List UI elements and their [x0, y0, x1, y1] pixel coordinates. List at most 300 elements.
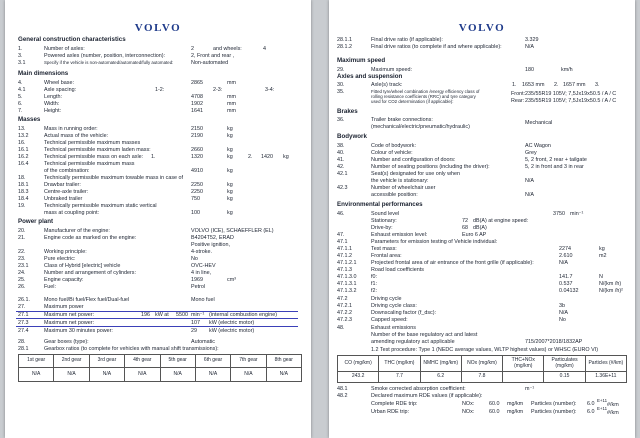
- row-label: Technical permissible mass on each axle:: [44, 154, 144, 160]
- row-value: 0.04132: [559, 288, 579, 294]
- row-num: 26.1.: [18, 297, 30, 303]
- section-axles: Axles and suspension: [337, 73, 403, 80]
- row-value: 72: [462, 218, 468, 224]
- row-unit: kg: [227, 210, 233, 216]
- row-note: (internal combustion engine): [209, 312, 278, 318]
- row-unit: kW (electric motor): [209, 328, 255, 334]
- row-label: Mass in running order:: [44, 126, 98, 132]
- row-unit: m⁻¹: [525, 386, 535, 392]
- emission-header: NOx (mg/km): [461, 356, 502, 372]
- row-value: 4-stroke.: [191, 249, 212, 255]
- nox-label: NOx:: [462, 409, 475, 415]
- row-num: 47.: [337, 232, 345, 238]
- section-general: General construction characteristics: [18, 36, 126, 43]
- coc-page-left: [5, 0, 311, 438]
- row-num: 25.: [18, 277, 26, 283]
- row-value: Positive ignition,: [191, 242, 230, 248]
- highlight-underline: [16, 326, 298, 327]
- row-num: 38.: [337, 143, 345, 149]
- row-value: 100: [191, 210, 200, 216]
- row-value: 141.7: [559, 274, 573, 280]
- emission-header: CO (mg/km): [338, 356, 379, 372]
- gear-header: 6th gear: [195, 355, 230, 368]
- row-num: 21.: [18, 235, 26, 241]
- row-label: Number of the base regulatory act and latest: [371, 332, 478, 338]
- row-num: 13.2: [18, 133, 29, 139]
- row-unit: kW (electric motor): [209, 320, 255, 326]
- row-value: 180: [525, 67, 534, 73]
- row-unit: kg: [227, 133, 233, 139]
- row-label: 1.2 Test procedure: Type 1 (NEDC average values, WLTP highest values) or WHSC (EURO VI): [371, 347, 598, 353]
- row-label: Maximum speed:: [371, 67, 413, 73]
- row-unit: mm: [227, 80, 236, 86]
- row-num: 28.: [18, 339, 26, 345]
- row-num: 42.: [337, 164, 345, 170]
- emission-header: NMHC (mg/km): [420, 356, 461, 372]
- emission-value: 6.2: [420, 372, 461, 383]
- row-num: 3.: [18, 53, 23, 59]
- gear-value: N/A: [19, 368, 54, 382]
- gear-value: N/A: [266, 368, 301, 382]
- row-num: 47.1.2: [337, 253, 352, 259]
- emission-value: 7.8: [461, 372, 502, 383]
- row-label: Parameters for emission testing of Vehicle individual:: [371, 239, 498, 245]
- row-label: Driving cycle class:: [371, 303, 417, 309]
- row-unit: N: [599, 274, 603, 280]
- row-value: No: [559, 317, 566, 323]
- row-label: Downscaling factor (f_dsc):: [371, 310, 437, 316]
- row-value: B4204T52, ERAD: [191, 235, 234, 241]
- row-value: 60.0: [489, 409, 500, 415]
- row-value: VOLVO (ICE), SCHAEFFLER (EL): [191, 228, 274, 234]
- row-num: 41.: [337, 157, 345, 163]
- row-value: 1-2:: [155, 87, 165, 93]
- rpm-unit: min⁻¹: [191, 312, 205, 318]
- row-num: 48.2: [337, 393, 348, 399]
- row-num: 47.2.1: [337, 303, 352, 309]
- volvo-logo: VOLVO: [458, 22, 506, 34]
- row-num: 28.1.2: [337, 44, 352, 50]
- row-num: 47.1.2.1: [337, 260, 357, 266]
- rpm-value: 5500: [176, 312, 188, 318]
- row-value: Non-automated: [191, 60, 229, 66]
- row-unit: m2: [599, 253, 607, 259]
- row-label: f2:: [371, 288, 377, 294]
- row-num: 47.1: [337, 239, 348, 245]
- row-label: Capped speed:: [371, 317, 408, 323]
- particles-exponent: E+11: [597, 406, 608, 411]
- gear-value: N/A: [89, 368, 124, 382]
- row-value: AC Wagon: [525, 143, 551, 149]
- emission-header: THC+NOx (mg/km): [503, 356, 544, 372]
- row-num: 30.: [337, 82, 345, 88]
- particles-value: 6.0: [587, 409, 595, 415]
- particles-unit: #/km: [607, 402, 619, 408]
- row-unit: dB(A): [473, 225, 487, 231]
- row-num: 18.1: [18, 182, 29, 188]
- row-num: 47.1.3: [337, 267, 352, 273]
- row-unit: mm: [227, 94, 236, 100]
- row-num: 47.1.3.1: [337, 281, 357, 287]
- particles-exponent: E+11: [597, 398, 608, 403]
- row-num: 47.1.3.2: [337, 288, 357, 294]
- row-label: Technical permissible maximum laden mass:: [44, 147, 151, 153]
- row-value: 2274: [559, 246, 571, 252]
- row-label: used for CO2 determination (if applicable):: [371, 99, 454, 104]
- row-value: 68: [462, 225, 468, 231]
- row-value: 29: [191, 328, 197, 334]
- row-label: f1:: [371, 281, 377, 287]
- row-label: mass at coupling point:: [44, 210, 100, 216]
- row-label: Fuel:: [44, 284, 56, 290]
- section-environment: Environmental performances: [337, 201, 423, 208]
- row-num: 35.: [337, 89, 345, 95]
- row-extra-value: 4: [263, 46, 266, 52]
- row-num: 42.1: [337, 171, 348, 177]
- row-label: Gear boxes (type):: [44, 339, 89, 345]
- row-num: 18.3: [18, 189, 29, 195]
- row-value: 1653 mm: [522, 82, 545, 88]
- row-label: Working principle:: [44, 249, 87, 255]
- row-value: Euro 6 AP: [462, 232, 487, 238]
- section-masses: Masses: [18, 116, 41, 123]
- row-num: 48.1: [337, 386, 348, 392]
- row-num: 4.1: [18, 87, 26, 93]
- row-num: 28.1.1: [337, 37, 352, 43]
- row-extra: and wheels:: [213, 46, 242, 52]
- gear-value: N/A: [54, 368, 89, 382]
- row-label: Actual mass of the vehicle:: [44, 133, 109, 139]
- row-value: 0.537: [559, 281, 573, 287]
- row-value: 1420: [261, 154, 273, 160]
- row-num: 47.2.3: [337, 317, 352, 323]
- row-label: Maximum power: [44, 304, 84, 310]
- row-label: Number and arrangement of cylinders:: [44, 270, 136, 276]
- axle-label: 3.: [595, 82, 600, 88]
- emission-header: THC (mg/km): [379, 356, 420, 372]
- row-num: 42.3: [337, 185, 348, 191]
- row-value: 2.610: [559, 253, 573, 259]
- row-value: 1641: [191, 108, 203, 114]
- axle-label: 2.: [554, 82, 559, 88]
- row-num: 48.: [337, 325, 345, 331]
- row-num: 13.: [18, 126, 26, 132]
- row-unit: N/(km /h): [599, 281, 622, 287]
- row-label: Number of wheelchair user: [371, 185, 436, 191]
- row-value: Mechanical: [525, 120, 553, 126]
- row-label: Maximum 30 minutes power:: [44, 328, 113, 334]
- row-unit: kg: [227, 147, 233, 153]
- row-label: Driving cycle: [371, 296, 402, 302]
- row-value: N/A: [525, 178, 534, 184]
- row-num: 23.1: [18, 263, 29, 269]
- row-num: 27.4: [18, 328, 29, 334]
- row-label: Axle spacing:: [44, 87, 77, 93]
- row-unit: mm: [227, 108, 236, 114]
- gear-header: 8th gear: [266, 355, 301, 368]
- row-unit: kg: [227, 154, 233, 160]
- row-value: 3-4:: [265, 87, 275, 93]
- row-num: 4.: [18, 80, 23, 86]
- row-label: Exhaust emission level:: [371, 232, 428, 238]
- axle-label: 1.: [151, 154, 156, 160]
- row-num: 27.1: [18, 312, 29, 318]
- emission-value: [503, 372, 544, 383]
- emission-header: Particles (#/km): [585, 356, 626, 372]
- row-label: Maximum net power:: [44, 320, 95, 326]
- row-unit: cm³: [227, 277, 236, 283]
- row-num: 27.3: [18, 320, 29, 326]
- row-label: Engine capacity:: [44, 277, 84, 283]
- emission-header: Particulates (mg/km): [544, 356, 585, 372]
- row-label: Urban RDE trip:: [371, 409, 410, 415]
- row-value: N/A: [525, 192, 534, 198]
- row-label: Smoke corrected absorption coefficient:: [371, 386, 466, 392]
- row-unit: kg: [599, 246, 605, 252]
- row-unit: mm: [227, 101, 236, 107]
- row-label: Frontal area:: [371, 253, 402, 259]
- row-value: 5, 2 in front and 3 in rear: [525, 164, 584, 170]
- row-value: 4708: [191, 94, 203, 100]
- row-label: Class of Hybrid [electric] vehicle: [44, 263, 121, 269]
- row-label: the vehicle is stationary:: [371, 178, 429, 184]
- row-label: Number of seating positions (including the driver):: [371, 164, 490, 170]
- row-label: of the combination:: [44, 168, 90, 174]
- row-label: Stationary:: [371, 218, 397, 224]
- row-value: 2: [191, 46, 194, 52]
- gear-ratio-table: [18, 354, 302, 382]
- row-num: 18.4: [18, 196, 29, 202]
- table-row: [338, 372, 627, 383]
- row-value: N/A: [559, 260, 568, 266]
- row-label: Height:: [44, 108, 62, 114]
- row-label: Technically permissible maximum towable mass in case of: [44, 175, 184, 181]
- emission-value: 1.36E+11: [585, 372, 626, 383]
- gear-value: N/A: [195, 368, 230, 382]
- gear-header: 5th gear: [160, 355, 195, 368]
- row-value: N/A: [525, 44, 534, 50]
- row-label: Technical permissible maximum mass: [44, 161, 135, 167]
- row-num: 47.2: [337, 296, 348, 302]
- row-label: amending regulatory act applicable: [371, 339, 455, 345]
- row-num: 22.: [18, 249, 26, 255]
- row-value: N/A: [559, 310, 568, 316]
- rpm-value: 3750: [553, 211, 565, 217]
- row-value: 2190: [191, 133, 203, 139]
- gear-header: 3rd gear: [89, 355, 124, 368]
- row-value: 1320: [191, 154, 203, 160]
- gear-header: 2nd gear: [54, 355, 89, 368]
- row-value: 2, Front and rear ,: [191, 53, 235, 59]
- row-unit: N/(km /h)²: [599, 288, 623, 294]
- row-label: Width:: [44, 101, 60, 107]
- row-label: Sound level: [371, 211, 400, 217]
- row-num: 16.1: [18, 147, 29, 153]
- row-value: 2250: [191, 182, 203, 188]
- row-value: 235/55R19 105V; 7,5Jx19x50.5 / A / C: [525, 91, 617, 97]
- row-num: 27.: [18, 304, 26, 310]
- row-num: 19.: [18, 203, 26, 209]
- row-label: Declared maximum RDE values (if applicable):: [371, 393, 483, 399]
- row-value: Grey: [525, 150, 537, 156]
- row-label: f0:: [371, 274, 377, 280]
- row-value: Mono fuel: [191, 297, 215, 303]
- row-label: Drawbar trailer:: [44, 182, 81, 188]
- row-num: 23.: [18, 256, 26, 262]
- row-label: Powered axles (number, position, interconnection):: [44, 53, 166, 59]
- axle-label: 2.: [248, 154, 253, 160]
- row-label: Specify if the vehicle is non-automated/automated/fully automated:: [44, 60, 174, 65]
- row-label: Seat(s) designated for use only when: [371, 171, 460, 177]
- row-value: 2-3:: [213, 87, 223, 93]
- row-label: Length:: [44, 94, 62, 100]
- row-label: Complete RDE trip:: [371, 401, 418, 407]
- row-unit: dB(A) at engine speed:: [473, 218, 529, 224]
- particles-value: 6.0: [587, 401, 595, 407]
- section-brakes: Brakes: [337, 108, 358, 115]
- highlight-underline: [16, 318, 298, 319]
- row-label: Mono fuel/Bi fuel/Flex fuel/Dual-fuel: [44, 297, 130, 303]
- rpm-unit: min⁻¹: [570, 211, 584, 217]
- row-num: 1.: [18, 46, 23, 52]
- row-label: Code of bodywork:: [371, 143, 416, 149]
- emissions-table: [337, 355, 627, 383]
- row-label: Exhaust emissions: [371, 325, 416, 331]
- gear-value: N/A: [125, 368, 160, 382]
- section-dimensions: Main dimensions: [18, 70, 69, 77]
- row-num: 20.: [18, 228, 26, 234]
- particles-unit: #/km: [607, 410, 619, 416]
- row-unit: kg: [227, 182, 233, 188]
- row-value: 1657 mm: [563, 82, 586, 88]
- row-value: No: [191, 256, 198, 262]
- row-num: 16.: [18, 140, 26, 146]
- row-label: Technically permissible maximum static vertical: [44, 203, 157, 209]
- row-num: 5.: [18, 94, 23, 100]
- emission-value: 0.15: [544, 372, 585, 383]
- row-num: 40.: [337, 150, 345, 156]
- row-label: Road load coefficients: [371, 267, 424, 273]
- row-value: 107: [191, 320, 200, 326]
- row-label: rolling resistance coefficients (RRC) and tyre category: [371, 94, 476, 99]
- row-num: 46.: [337, 211, 345, 217]
- row-unit: kg: [283, 154, 289, 160]
- row-label: Colour of vehicle:: [371, 150, 413, 156]
- table-header-row: [338, 356, 627, 372]
- row-num: 29.: [337, 67, 345, 73]
- row-value: 5, 2 front, 2 rear + tailgate: [525, 157, 587, 163]
- row-value: 750: [191, 196, 200, 202]
- row-label: (mechanical/electric/pneumatic/hydraulic): [371, 124, 470, 130]
- row-unit: km/h: [561, 67, 573, 73]
- row-unit: mg/km: [507, 409, 524, 415]
- table-header-row: [19, 355, 302, 368]
- row-label: Axle(s) track:: [371, 82, 403, 88]
- row-label: Projected frontal area of air entrance of the front grille (if applicable):: [371, 260, 534, 266]
- row-label: Fitted tyre/wheel combination /energy efficiency class of: [371, 89, 480, 94]
- row-value: 715/2007*2018/1832AP: [525, 339, 583, 345]
- tyre-label-front: Front:: [511, 91, 526, 97]
- row-label: Unbraked trailer: [44, 196, 83, 202]
- row-label: Manufacturer of the engine:: [44, 228, 110, 234]
- gear-header: 7th gear: [231, 355, 266, 368]
- row-unit: kg: [227, 189, 233, 195]
- row-num: 47.1.1: [337, 246, 352, 252]
- row-label: Maximum net power:: [44, 312, 95, 318]
- row-label: Engine code as marked on the engine:: [44, 235, 137, 241]
- row-value: 1902: [191, 101, 203, 107]
- gear-value: N/A: [160, 368, 195, 382]
- particles-label: Particles (number):: [531, 409, 577, 415]
- row-unit: kg: [227, 126, 233, 132]
- row-label: Test mass:: [371, 246, 397, 252]
- tyre-label-rear: Rear:: [511, 98, 525, 104]
- row-value: 3.329: [525, 37, 539, 43]
- row-label: Final drive ratio (if applicable):: [371, 37, 443, 43]
- row-label: Wheel base:: [44, 80, 74, 86]
- row-num: 24.: [18, 270, 26, 276]
- section-power-plant: Power plant: [18, 218, 54, 225]
- row-num: 16.4: [18, 161, 29, 167]
- row-label: Technical permissible maximum masses: [44, 140, 141, 146]
- emission-value: 7.7: [379, 372, 420, 383]
- row-value: 2660: [191, 147, 203, 153]
- section-max-speed: Maximum speed: [337, 57, 386, 64]
- row-unit: kW at: [155, 312, 169, 318]
- row-label: Trailer brake connections:: [371, 117, 433, 123]
- row-num: 26.: [18, 284, 26, 290]
- row-num: 3.1: [18, 60, 26, 66]
- row-num: 18.: [18, 175, 26, 181]
- emission-value: 243.2: [338, 372, 379, 383]
- row-label: Final drive ratios (to complete if and where applicable):: [371, 44, 502, 50]
- section-bodywork: Bodywork: [337, 133, 367, 140]
- row-label: Number and configuration of doors:: [371, 157, 456, 163]
- row-num: 16.2: [18, 154, 29, 160]
- row-label: Centre-axle trailer:: [44, 189, 89, 195]
- volvo-logo: VOLVO: [134, 22, 182, 34]
- row-unit: kg: [227, 168, 233, 174]
- coc-page-right: [329, 0, 635, 438]
- row-value: OVC-HEV: [191, 263, 216, 269]
- row-label: accessible position:: [371, 192, 418, 198]
- row-label: Gearbox ratios (to complete for vehicles with manual shift transmissions):: [44, 346, 219, 352]
- row-value: 4 in line,: [191, 270, 212, 276]
- row-value: 235/55R19 105V; 7,5Jx19x50.5 / A / C: [525, 98, 617, 104]
- row-unit: mg/km: [507, 401, 524, 407]
- row-unit: kg: [227, 196, 233, 202]
- particles-label: Particles (number):: [531, 401, 577, 407]
- gear-header: 4th gear: [125, 355, 160, 368]
- row-value: 4910: [191, 168, 203, 174]
- row-num: 28.1: [18, 346, 29, 352]
- gear-value: N/A: [231, 368, 266, 382]
- row-num: 47.1.3.0: [337, 274, 357, 280]
- table-row: [19, 368, 302, 382]
- row-value: Automatic: [191, 339, 215, 345]
- row-value: Petrol: [191, 284, 206, 290]
- row-label: Pure electric:: [44, 256, 76, 262]
- row-value: 2865: [191, 80, 203, 86]
- row-value: 3b: [559, 303, 565, 309]
- row-num: 36.: [337, 117, 345, 123]
- row-num: 6.: [18, 101, 23, 107]
- nox-label: NOx:: [462, 401, 475, 407]
- row-value: 2250: [191, 189, 203, 195]
- row-label: Number of axles:: [44, 46, 85, 52]
- row-num: 47.2.2: [337, 310, 352, 316]
- row-value: 2150: [191, 126, 203, 132]
